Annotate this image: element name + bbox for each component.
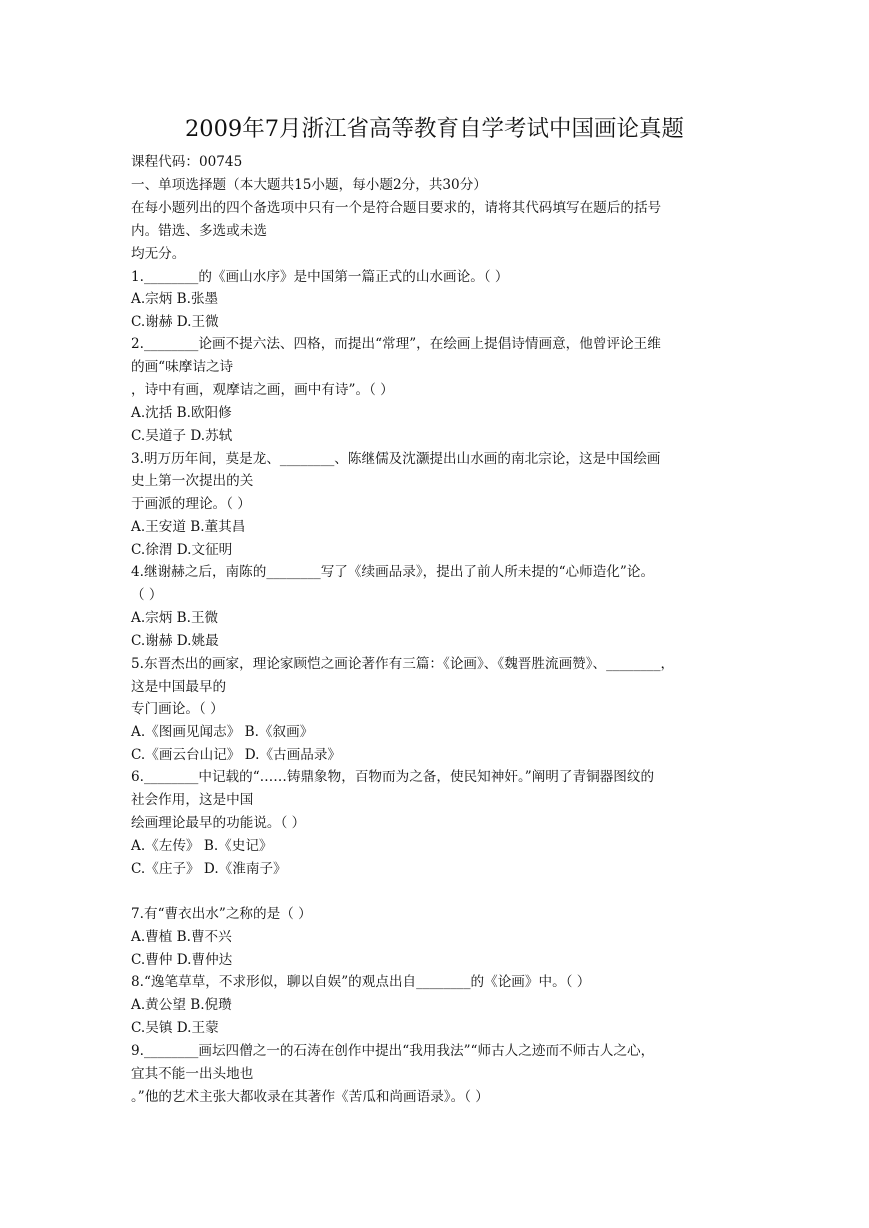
question-4: （ ） (131, 587, 163, 603)
page-title: 2009年7月浙江省高等教育自学考试中国画论真题 (184, 116, 685, 142)
question-6-options: A.《左传》 B.《史记》 (131, 838, 273, 854)
question-2-options: C.吴道子 D.苏轼 (131, 428, 233, 444)
question-1: 1.________的《画山水序》是中国第一篇正式的山水画论。（ ） (131, 269, 509, 285)
question-6-options: C.《庄子》 D.《淮南子》 (131, 861, 287, 877)
question-4-options: C.谢赫 D.姚最 (131, 633, 219, 649)
question-5: 专门画论。（ ） (131, 701, 224, 717)
course-code: 课程代码：00745 (131, 154, 243, 170)
question-3-options: A.王安道 B.董其昌 (131, 519, 246, 535)
question-9: 9.________画坛四僧之一的石涛在创作中提出“我用我法”“师古人之迹而不师古人之心， (131, 1043, 655, 1059)
instructions: 在每小题列出的四个备选项中只有一个是符合题目要求的，请将其代码填写在题后的括号 (131, 200, 662, 216)
question-6: 绘画理论最早的功能说。（ ） (131, 815, 306, 831)
question-2: 2.________论画不提六法、四格，而提出“常理”，在绘画上提倡诗情画意，他曾评论王维 (131, 336, 661, 352)
question-5: 5.东晋杰出的画家，理论家顾恺之画论著作有三篇：《论画》、《魏晋胜流画赞》、________， (131, 656, 675, 672)
question-6: 社会作用，这是中国 (131, 792, 254, 808)
question-3: 于画派的理论。（ ） (131, 496, 251, 512)
question-3: 3.明万历年间，莫是龙、________、陈继儒及沈灏提出山水画的南北宗论，这是中国绘画 (131, 451, 661, 467)
question-5-options: A.《图画见闻志》 B.《叙画》 (131, 724, 314, 740)
question-7-options: C.曹仲 D.曹仲达 (131, 952, 233, 968)
question-3: 史上第一次提出的关 (131, 473, 254, 489)
question-6: 6.________中记载的“……铸鼎象物，百物而为之备，使民知神奸。”阐明了青铜器图纹的 (131, 769, 655, 785)
question-2-options: A.沈括 B.欧阳修 (131, 405, 232, 421)
question-7: 7.有“曹衣出水”之称的是（ ） (131, 906, 312, 922)
question-2: 的画“味摩诘之诗 (131, 359, 234, 375)
question-4-options: A.宗炳 B.王微 (131, 610, 219, 626)
question-7-options: A.曹植 B.曹不兴 (131, 929, 232, 945)
question-8-options: A.黄公望 B.倪瓒 (131, 997, 232, 1013)
question-2: ，诗中有画，观摩诘之画，画中有诗”。（ ） (131, 382, 394, 398)
section-heading: 一、单项选择题（本大题共15小题，每小题2分，共30分） (131, 177, 487, 193)
question-1-options: C.谢赫 D.王微 (131, 314, 219, 330)
question-9: 宜其不能一出头地也 (131, 1066, 254, 1082)
question-9: 。”他的艺术主张大都收录在其著作《苦瓜和尚画语录》。（ ） (131, 1089, 489, 1105)
question-3-options: C.徐渭 D.文征明 (131, 542, 233, 558)
question-4: 4.继谢赫之后，南陈的________写了《续画品录》，提出了前人所未提的“心师造化”论。 (131, 564, 655, 580)
instructions: 内。错选、多选或未选 (131, 223, 267, 239)
question-5-options: C.《画云台山记》 D.《古画品录》 (131, 747, 342, 763)
question-5: 这是中国最早的 (131, 679, 227, 695)
question-1-options: A.宗炳 B.张墨 (131, 291, 219, 307)
instructions: 均无分。 (131, 246, 186, 262)
question-8-options: C.吴镇 D.王蒙 (131, 1020, 219, 1036)
question-8: 8.“逸笔草草，不求形似，聊以自娱”的观点出自________的《论画》中。（ ） (131, 974, 591, 990)
